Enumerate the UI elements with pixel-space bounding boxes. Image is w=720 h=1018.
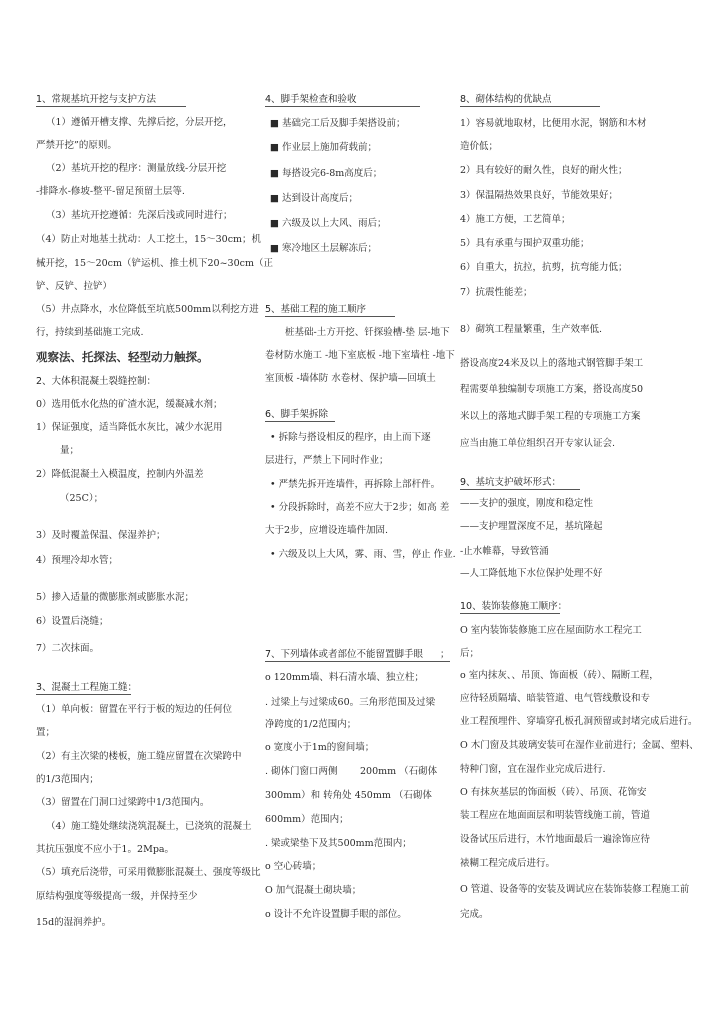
text-line: o 宽度小于1m的窗间墙； [265,742,375,753]
text-line: 3）及时覆盖保温、保湿养护； [36,530,166,541]
text-line: 4）施工方便，工艺简单； [460,214,571,225]
text-line: o 设计不允许设置脚手眼的部位。 [265,909,407,920]
text-line: ——支护的强度，刚度和稳定性 [460,498,594,509]
text-line: 3）保温隔热效果良好，节能效果好； [460,190,619,201]
text-line: 严禁开挖”的原则。 [36,140,117,151]
text-line: 5）具有承重与围护双重功能； [460,238,590,249]
section-heading: 6、脚手架拆除 [265,409,329,420]
text-line: （4）施工缝处继续浇筑混凝土，已浇筑的混凝土 [46,821,252,832]
text-line: 应当由施工单位组织召开专家认证会. [460,438,616,449]
text-line: 8）砌筑工程量繁重，生产效率低. [460,324,603,335]
text-line: 造价低； [460,141,499,152]
text-line: 其抗压强度不应小于1。2Mpa。 [36,844,175,855]
heading-underline [36,694,131,695]
text-line: 2）降低混凝土入模温度，控制内外温差 [36,469,204,480]
text-line: O 管道、设备等的安装及调试应在装饰装修工程施工前 [460,884,690,895]
text-line: 置； [36,727,56,738]
text-line: 净跨度的1/2范围内； [265,719,357,730]
heading-underline [265,316,395,317]
text-line: —人工降低地下水位保护处理不好 [460,568,603,579]
text-line: （4）防止对地基土扰动：人工挖土，15～30cm；机 [36,234,262,245]
text-line: 2）具有较好的耐久性，良好的耐火性； [460,165,628,176]
text-line: 业工程预埋件、穿墙穿孔板孔洞预留或封堵完成后进行。 [460,716,698,727]
text-line: 的1/3范围内； [36,774,99,785]
text-line: o 空心砖墙； [265,861,322,872]
text-line: o 室内抹灰、、吊顶、饰面板（砖）、隔断工程， [460,670,659,681]
text-line: 后； [460,648,480,659]
heading-underline [460,106,600,107]
text-line: o 120mm墙、料石清水墙、独立柱； [265,672,424,683]
text-line: 应待轻质隔墙、暗装管道、电气管线敷设和专 [460,693,651,704]
text-line: 特种门窗，宜在湿作业完成后进行. [460,764,606,775]
text-line: 卷材防水施工 -地下室底板 -地下室墙柱 -地下 [265,350,455,361]
section-heading: 1、常规基坑开挖与支护方法 [36,94,157,105]
text-line: ——支护埋置深度不足，基坑隆起 [460,521,603,532]
text-line: -止水帷幕，导致管涌 [460,546,549,557]
section-heading: 7、下列墙体或者部位不能留置脚手眼 [265,649,424,660]
heading-underline [265,661,450,662]
text-line: 1）保证强度，适当降低水灰比，减少水泥用 [36,422,223,433]
text-line: ； [440,649,450,660]
text-line: 设备试压后进行，木竹地面最后一遍涂饰应待 [460,834,651,845]
text-line: 6）自重大，抗拉，抗剪，抗弯能力低； [460,262,628,273]
text-line: 0）选用低水化热的矿渣水泥，缓凝减水剂； [36,399,223,410]
text-line: . 梁或梁垫下及其500mm范围内； [265,838,412,849]
section-heading: 9、基坑支护破坏形式： [460,477,562,488]
text-line: O 木门窗及其玻璃安装可在湿作业前进行；金属、塑料、 [460,740,699,751]
section-heading: 2、大体积混凝土裂缝控制： [36,376,157,387]
text-line: O 有抹灰基层的饰面板（砖）、吊顶、花饰安 [460,787,647,798]
section-heading: 10、装饰装修施工顺序： [460,601,568,612]
text-line: （1）遵循开槽支撑、先撑后挖，分层开挖， [46,117,233,128]
text-line: （3）基坑开挖遵循：先深后浅或同时进行； [46,210,233,221]
text-line: 1）容易就地取材，比便用水泥，钢筋和木材 [460,118,647,129]
text-line: 6）设置后浇缝； [36,616,109,627]
text-line: ■ 基础完工后及脚手架搭设前； [270,118,406,129]
text-line: （5）井点降水，水位降低至坑底500mm以利挖方进 [36,304,259,315]
text-line: 观察法、托探法、轻型动力触探。 [36,350,209,364]
text-line: 铲、反铲、拉铲） [36,281,113,292]
text-line: O 加气混凝土砌块墙； [265,885,362,896]
text-line: （1）单向板：留置在平行于板的短边的任何位 [36,704,233,715]
text-line: • 六级及以上大风，雾、雨、雪，停止 作业. [270,549,456,560]
text-line: 15d的湿润养护。 [36,917,112,928]
text-line: ■ 寒冷地区土层解冻后； [270,243,377,254]
section-heading: 3、混凝土工程施工缝： [36,682,138,693]
text-line: 600mm）范围内； [265,814,349,825]
heading-underline [460,489,580,490]
text-line: 5）掺入适量的微膨胀剂或膨胀水泥； [36,592,195,603]
text-line: O 室内装饰装修施工应在屋面防水工程完工 [460,625,642,636]
text-line: 装工程应在地面面层和明装管线施工前，管道 [460,810,651,821]
text-line: 200mm （石砌体 [360,766,438,777]
section-heading: 8、砌体结构的优缺点 [460,94,552,105]
text-line: -排降水-修坡-整平-留足预留土层等. [36,186,185,197]
text-line: 原结构强度等级提高一级，并保持至少 [36,891,198,902]
heading-underline [265,421,335,422]
text-line: （5）填充后浇带，可采用微膨胀混凝土、强度等级比 [36,867,261,878]
text-line: 量； [60,445,80,456]
text-line: 行，持续到基础施工完成. [36,327,144,338]
text-line: • 严禁先拆开连墙件，再拆除上部杆件。 [270,479,441,490]
text-line: ■ 达到设计高度后； [270,193,358,204]
heading-underline [36,106,186,107]
text-line: 裱糊工程完成后进行。 [460,858,556,869]
text-line: 7）二次抹面。 [36,643,100,654]
text-line: ■ 作业层上施加荷载前； [270,142,377,153]
text-line: ■ 每搭设完6-8m高度后； [270,168,383,179]
text-line: （3）留置在门洞口过梁跨中1/3范围内。 [36,797,210,808]
text-line: 搭设高度24米及以上的落地式钢管脚手架工 [460,358,644,369]
text-line: 米以上的落地式脚手架工程的专项施工方案 [460,411,641,422]
text-line: • 分段拆除时，高差不应大于2步；如高 差 [270,502,450,513]
text-line: 械开挖，15～20cm（铲运机、推土机下20~30cm（正 [36,258,273,269]
text-line: 完成。 [460,909,489,920]
section-heading: 5、基础工程的施工顺序 [265,304,367,315]
text-line: 层进行，严禁上下同时作业； [265,455,389,466]
text-line: . 过梁上与过梁成60。三角形范围及过梁 [265,697,436,708]
section-heading: 4、脚手架检查和验收 [265,94,357,105]
heading-underline [460,613,560,614]
text-line: 4）预埋冷却水管； [36,555,119,566]
text-line: 7）抗震性能差； [460,287,533,298]
text-line: 桩基础-土方开挖、钎探验槽-垫 层-地下 [285,327,450,338]
text-line: （25C）； [60,493,104,504]
text-line: 大于2步，应增设连墙件加固. [265,525,389,536]
text-line: • 拆除与搭设相反的程序，由上而下逐 [270,432,431,443]
text-line: 室顶板 -墙体防 水卷材、保护墙—回填土 [265,373,436,384]
heading-underline [265,106,420,107]
text-line: （2）有主次梁的楼板，施工缝应留置在次梁跨中 [36,751,242,762]
text-line: 程需要单独编制专项施工方案，搭设高度50 [460,384,644,395]
text-line: . 砌体门窗口两侧 [265,766,338,777]
text-line: 300mm）和 转角处 450mm （石砌体 [265,790,432,801]
text-line: （2）基坑开挖的程序：测量放线-分层开挖 [46,163,227,174]
text-line: ■ 六级及以上大风、雨后； [270,218,387,229]
